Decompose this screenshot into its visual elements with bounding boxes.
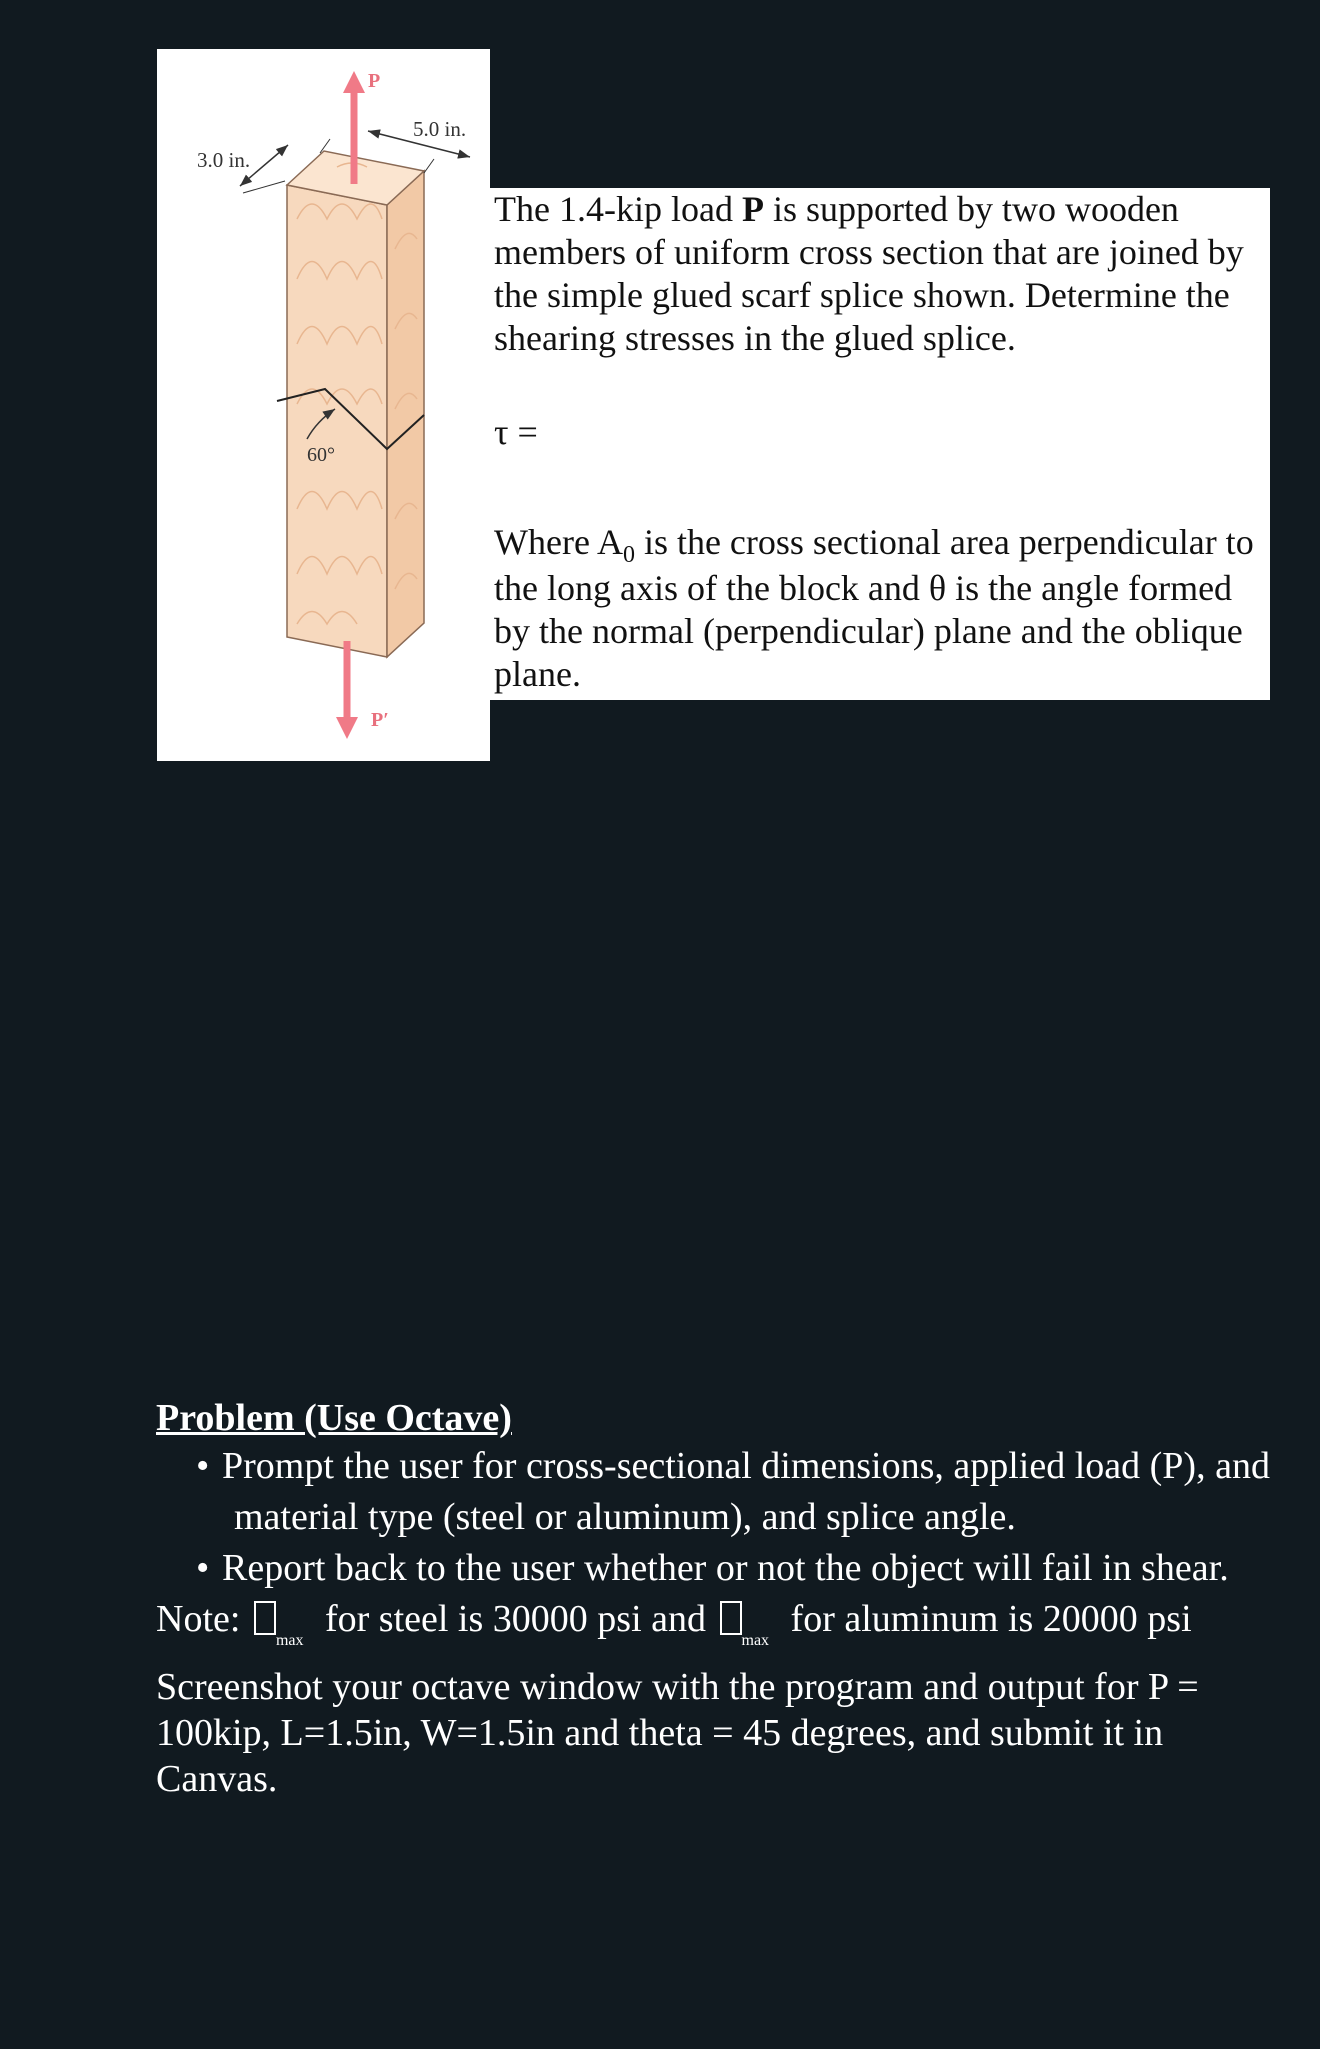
missing-glyph-icon <box>254 1601 276 1635</box>
problem-statement: The 1.4-kip load P is supported by two wooden members of uniform cross section that are joined by the simple glued scarf splice shown. Determine the shearing stresses in the glued splice. <box>494 189 1244 358</box>
submission-instructions: Screenshot your octave window with the program and output for P = 100kip, L=1.5in, W=1.5in and theta = 45 degrees, and submit it in Canvas. <box>156 1666 1199 1800</box>
reaction-label: P′ <box>371 709 389 731</box>
assignment-heading: Problem (Use Octave) <box>156 1397 512 1439</box>
missing-glyph-icon <box>720 1601 742 1635</box>
list-item: • Report back to the user whether or not the object will fail in shear. <box>196 1547 1229 1589</box>
depth-dimension-label: 3.0 in. <box>197 148 251 172</box>
load-label: P <box>368 70 381 92</box>
assignment-section <box>156 1395 1276 1802</box>
reaction-arrow-down <box>336 717 358 739</box>
problem-text-panel <box>490 188 1270 700</box>
load-symbol: P <box>741 189 764 229</box>
angle-label: 60° <box>307 444 335 466</box>
width-dimension-label: 5.0 in. <box>413 117 467 141</box>
scarf-splice-figure <box>157 49 490 761</box>
allowable-stress-note: Note: $_{max}$ for steel is 30000 psi and $_{max}$ for aluminum is 20000 psi <box>156 1598 1192 1649</box>
where-definition: Where $A_0$ is the cross sectional area perpendicular to the long axis of the block and θ is the angle formed by the normal (perpendicular) plane and the oblique plane. <box>494 522 1254 694</box>
shear-stress-formula: τ = <box>494 412 538 452</box>
load-arrow-up <box>343 71 365 93</box>
assignment-bullets <box>156 1441 1276 1594</box>
list-item: • Prompt the user for cross-sectional dimensions, applied load (P), and material type (steel or aluminum), and splice angle. <box>196 1445 1270 1538</box>
block-right-face <box>387 171 424 657</box>
block-front-face <box>287 185 387 657</box>
